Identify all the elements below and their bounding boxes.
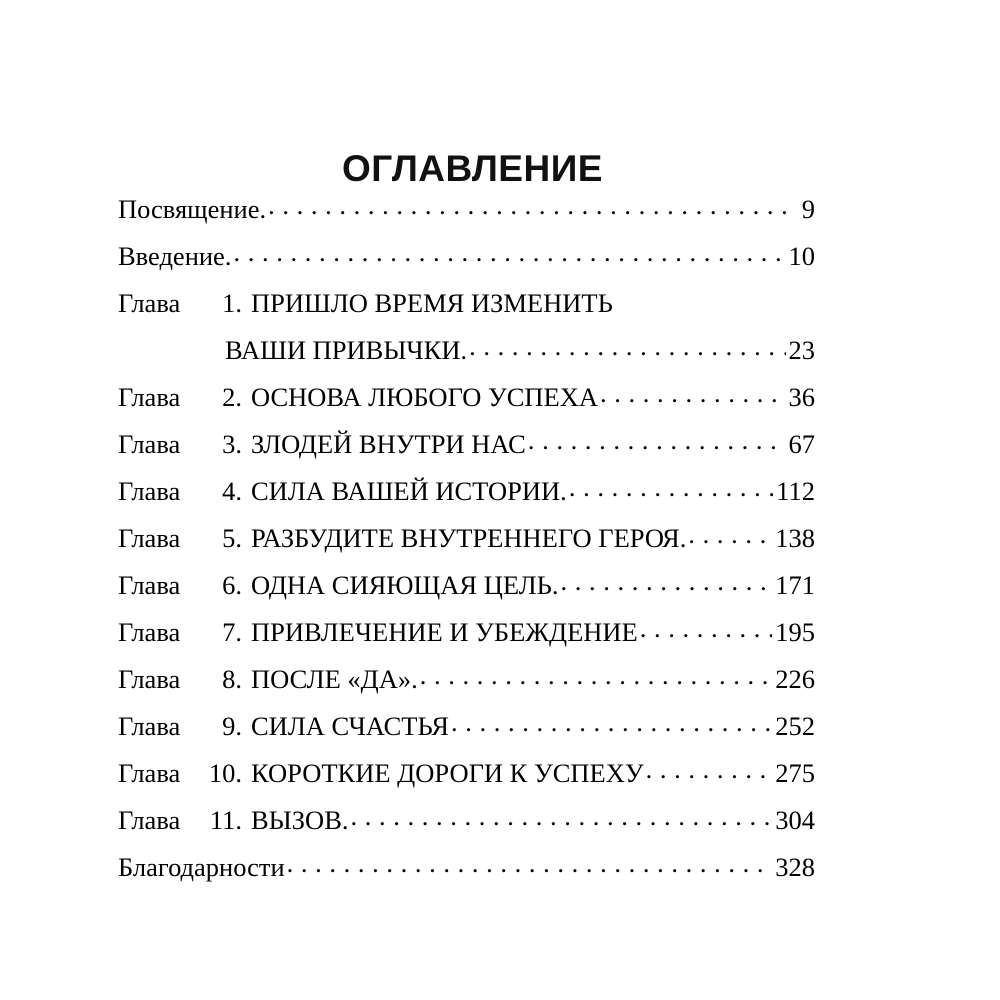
chapter-label: Глава [118, 758, 181, 788]
entry-title: ПОСЛЕ «ДА». [251, 664, 418, 694]
page-number: 226 [775, 664, 815, 694]
dot-leader [420, 662, 773, 689]
chapter-label: Глава [118, 382, 181, 412]
dot-leader [451, 709, 772, 736]
toc-entry[interactable] [118, 562, 815, 609]
page-number: 275 [775, 758, 815, 788]
entry-title: ПРИШЛО ВРЕМЯ ИЗМЕНИТЬ [251, 288, 613, 318]
chapter-label: Глава [118, 617, 181, 647]
dot-leader [646, 756, 773, 783]
entry-title: КОРОТКИЕ ДОРОГИ К УСПЕХУ [251, 758, 644, 788]
entry-title: РАЗБУДИТЕ ВНУТРЕННЕГО ГЕРОЯ. [251, 523, 687, 553]
dot-leader [560, 568, 772, 595]
entry-title: ЗЛОДЕЙ ВНУТРИ НАС [251, 429, 526, 459]
chapter-label: Глава [118, 288, 181, 318]
toc-entry[interactable] [118, 421, 815, 468]
chapter-label: Глава [118, 429, 181, 459]
toc-entry[interactable] [118, 609, 815, 656]
toc-entry[interactable] [118, 374, 815, 421]
chapter-label: Глава [118, 711, 181, 741]
page-number: 36 [788, 382, 815, 412]
dot-leader [351, 803, 773, 830]
toc-entry[interactable] [118, 656, 815, 703]
chapter-number: 2. [222, 382, 242, 412]
page-number: 23 [788, 335, 815, 365]
toc-entry[interactable] [118, 515, 815, 562]
dot-leader [233, 239, 785, 266]
chapter-number: 4. [222, 476, 242, 506]
dot-leader [469, 333, 785, 360]
toc-entry[interactable] [118, 327, 815, 374]
entry-title: Введение. [118, 241, 232, 271]
entry-title: Благодарности [118, 852, 285, 882]
entry-title: Посвящение. [118, 194, 267, 224]
page-number: 195 [775, 617, 815, 647]
page-number: 138 [775, 523, 815, 553]
page-title: ОГЛАВЛЕНИЕ [342, 147, 603, 189]
page-number: 112 [776, 476, 815, 506]
chapter-number: 9. [222, 711, 242, 741]
page-number: 171 [775, 570, 815, 600]
entry-title: ВЫЗОВ. [251, 805, 349, 835]
entry-title: ОСНОВА ЛЮБОГО УСПЕХА [251, 382, 599, 412]
page-number: 304 [775, 805, 815, 835]
chapter-label: Глава [118, 805, 181, 835]
entry-title: СИЛА СЧАСТЬЯ [251, 711, 449, 741]
toc-entry[interactable] [118, 233, 815, 280]
toc-entry[interactable] [118, 797, 815, 844]
entry-title: ПРИВЛЕЧЕНИЕ И УБЕЖДЕНИЕ [251, 617, 638, 647]
page-number: 328 [775, 852, 815, 882]
dot-leader [287, 850, 773, 877]
page-number: 67 [788, 429, 815, 459]
page-number: 10 [788, 241, 815, 271]
toc-entry[interactable] [118, 186, 815, 233]
dot-leader [528, 427, 786, 454]
entry-title: СИЛА ВАШЕЙ ИСТОРИИ. [251, 476, 567, 506]
dot-leader [569, 474, 773, 501]
chapter-label: Глава [118, 523, 181, 553]
dot-leader [688, 521, 772, 548]
toc-entry[interactable] [118, 468, 815, 515]
page-number: 252 [775, 711, 815, 741]
toc-entry[interactable] [118, 844, 815, 891]
dot-leader [615, 286, 786, 313]
dot-leader [600, 380, 785, 407]
chapter-number: 7. [222, 617, 242, 647]
chapter-label: Глава [118, 664, 181, 694]
chapter-number: 8. [222, 664, 242, 694]
chapter-number: 3. [222, 429, 242, 459]
toc-entry[interactable] [118, 703, 815, 750]
toc-entry[interactable] [118, 280, 815, 327]
dot-leader [640, 615, 773, 642]
chapter-number: 1. [222, 288, 242, 318]
chapter-number: 6. [222, 570, 242, 600]
dot-leader [268, 192, 786, 219]
toc-entry-list [118, 186, 815, 891]
page-number: 9 [801, 194, 815, 224]
chapter-number: 11. [209, 805, 242, 835]
chapter-number: 10. [208, 758, 242, 788]
entry-title: ВАШИ ПРИВЫЧКИ. [225, 335, 468, 365]
toc-entry[interactable] [118, 750, 815, 797]
entry-title: ОДНА СИЯЮЩАЯ ЦЕЛЬ. [251, 570, 559, 600]
chapter-number: 5. [222, 523, 242, 553]
chapter-label: Глава [118, 476, 181, 506]
chapter-label: Глава [118, 570, 181, 600]
